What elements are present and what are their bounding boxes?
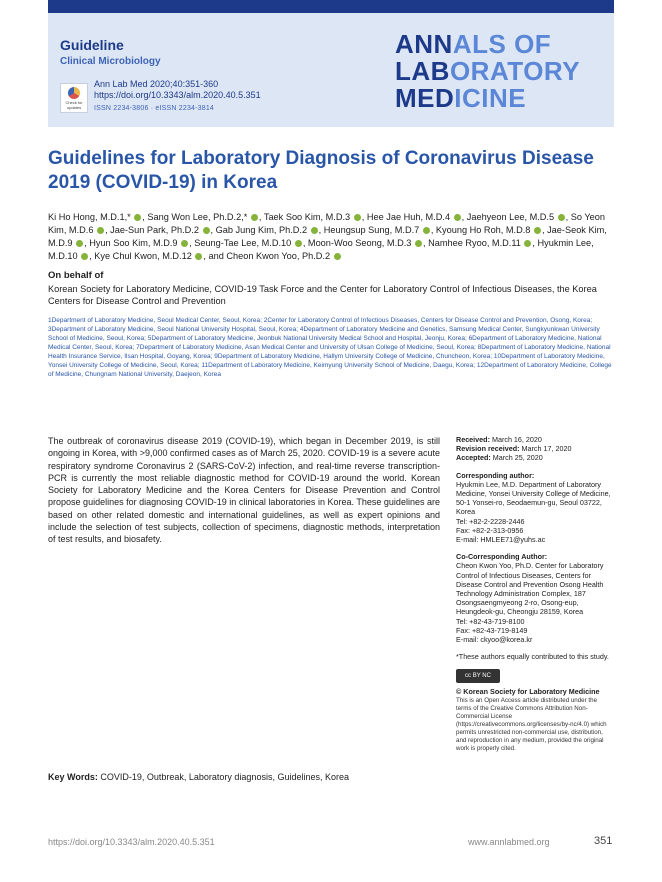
keywords: Key Words: COVID-19, Outbreak, Laboratory diagnosis, Guidelines, Korea (48, 772, 349, 782)
creative-commons-icon[interactable]: cc BY NC (456, 669, 500, 683)
author: Jae-Seok Kim, M.D.9 (48, 225, 607, 248)
co-corresponding-email[interactable]: E-mail: ckyoo@korea.kr (456, 635, 533, 645)
author: Sang Won Lee, Ph.D.2,* (147, 212, 248, 222)
equal-contribution-note: *These authors equally contributed to this study. (456, 652, 609, 662)
corresponding-author: Hyukmin Lee, M.D. Department of Laboratory Medicine, Yonsei University College of Medicine, 50-1 Yonsei-ro, Seodaemun-gu, Seoul 03722, Korea (456, 479, 611, 517)
orcid-icon[interactable] (415, 240, 422, 247)
copyright: © Korean Society for Laboratory Medicine (456, 687, 600, 697)
orcid-icon[interactable] (81, 253, 88, 260)
subsection-label: Clinical Microbiology (60, 56, 161, 67)
orcid-icon[interactable] (195, 253, 202, 260)
on-behalf-text: Korean Society for Laboratory Medicine, COVID-19 Task Force and the Center for Laboratory Control of Infectious Diseases, the Korea Centers for Disease Control and Prevention (48, 284, 597, 306)
doi-link[interactable]: https://doi.org/10.3343/alm.2020.40.5.351 (94, 90, 261, 100)
revision-date: March 17, 2020 (521, 444, 572, 454)
affiliations: 1Department of Laboratory Medicine, Seoul Medical Center, Seoul, Korea; 2Center for Laboratory Control of Infectious Diseases, Centers for Disease Control and Prevention, Osong, Korea; 3Department of Laboratory Medicine, Seoul National University Hospital, Seoul, Korea; 4Department of Laboratory Medicine and Genetics, Samsung Medical Center, Sungkyunkwan University School of Medicine, Seoul, Korea; 5Department of Laboratory Medicine, Jeonbuk National University Medical School and Hospital, Jeonju, Korea; 6Department of Laboratory Medicine, National Medical Center, Seoul, Korea; 7Department of Laboratory Medicine, Asan Medical Center and University of Ulsan College of Medicine, Seoul, Korea; 8Department of Laboratory Medicine, National Health Insurance Service, Ilsan Hospital, Goyang, Korea; 9Department of Laboratory Medicine, Hallym University College of Medicine, Chuncheon, Korea; 10Department of Laboratory Medicine, Yonsei University College of Medicine, Seoul, Korea; 11Department of Laboratory Medicine, Keimyung University School of Medicine, Daegu, Korea; 12Department of Laboratory Medicine, College of Medicine, Chungnam National University, Daejeon, Korea (48, 317, 612, 378)
orcid-icon[interactable] (76, 240, 83, 247)
author-list: Ki Ho Hong, M.D.1,* , Sang Won Lee, Ph.D.2,* , Taek Soo Kim, M.D.3 , Hee Jae Huh, M.D.4 , Jaehyeon Lee, M.D.5 , So Yeon Kim, M.D.6 , Jae-Sun Park, Ph.D.2 , Gab Jung Kim, Ph.D.2 , Heungsup Sung, M.D.7 , Kyoung Ho Roh, M.D.8 , Jae-Seok Kim, M.D.9 , Hyun Soo Kim, M.D.9 , Seung-Tae Lee, M.D.10 , Moon-Woo Seong, M.D.3 , Namhee Ryoo, M.D.11 , Hyukmin Lee, M.D.10 , Kye Chul Kwon, M.D.12 , and Cheon Kwon Yoo, Ph.D.2 (48, 212, 607, 261)
orcid-icon[interactable] (423, 227, 430, 234)
footer-website-link[interactable]: www.annlabmed.org (468, 837, 550, 847)
author: Hyukmin Lee, M.D.10 (48, 238, 594, 261)
top-bar (48, 0, 614, 13)
author: Kyoung Ho Roh, M.D.8 (435, 225, 531, 235)
author: Jae-Sun Park, Ph.D.2 (110, 225, 199, 235)
author: and Cheon Kwon Yoo, Ph.D.2 (208, 251, 331, 261)
orcid-icon[interactable] (354, 214, 361, 221)
orcid-icon[interactable] (203, 227, 210, 234)
orcid-icon[interactable] (558, 214, 565, 221)
author: Moon-Woo Seong, M.D.3 (307, 238, 412, 248)
orcid-icon[interactable] (534, 227, 541, 234)
corresponding-email[interactable]: E-mail: HMLEE71@yuhs.ac (456, 535, 546, 545)
author: Taek Soo Kim, M.D.3 (263, 212, 351, 222)
author: Kye Chul Kwon, M.D.12 (94, 251, 192, 261)
journal-header (48, 13, 614, 127)
article-title: Guidelines for Laboratory Diagnosis of Coronavirus Disease 2019 (COVID-19) in Korea (48, 148, 594, 193)
author: Hyun Soo Kim, M.D.9 (89, 238, 178, 248)
footer-doi-link[interactable]: https://doi.org/10.3343/alm.2020.40.5.351 (48, 837, 215, 847)
check-for-updates-icon[interactable]: Check for updates (60, 83, 88, 113)
orcid-icon[interactable] (295, 240, 302, 247)
abstract: The outbreak of coronavirus disease 2019 (COVID-19), which began in December 2019, is still ongoing in Korea, with >9,000 confirmed cases as of March 25, 2020. COVID-19 is a severe acute respiratory syndrome Coronavirus 2 (SARS-CoV-2) infection, and real-time reverse transcription-PCR is currently the most reliable diagnostic method for COVID-19 around the world. Korean Society for Laboratory Medicine and the Korea Centers for Disease Prevention and Control propose guidelines for diagnosing COVID-19 in clinical laboratories in Korea. These guidelines are based on other related domestic and international guidelines, as well as expert opinions and include the selection of test subjects, collection of specimens, diagnostic methods, interpretation of test results, and biosafety. (48, 436, 440, 545)
citation: Ann Lab Med 2020;40:351-360 (94, 79, 219, 89)
orcid-icon[interactable] (334, 253, 341, 260)
author: Namhee Ryoo, M.D.11 (428, 238, 521, 248)
corresponding-author-label: Corresponding author: (456, 470, 535, 480)
author: Hee Jae Huh, M.D.4 (366, 212, 451, 222)
author: So Yeon Kim, M.D.6 (48, 212, 606, 235)
received-date: March 16, 2020 (491, 435, 542, 444)
author: Ki Ho Hong, M.D.1,* (48, 212, 131, 222)
author: Seung-Tae Lee, M.D.10 (194, 238, 292, 248)
page-number: 351 (594, 835, 613, 847)
orcid-icon[interactable] (251, 214, 258, 221)
license-text: This is an Open Access article distributed under the terms of the Creative Commons Attribution Non-Commercial License (https://creativecommons.org/licenses/by-nc/4.0) which permits unrestricted non-commercial use, distribution, and reproduction in any medium, provided the original work is properly cited. (456, 696, 607, 752)
section-label: Guideline (60, 37, 124, 53)
orcid-icon[interactable] (97, 227, 104, 234)
article-sidebar: Received: March 16, 2020 Revision received: March 17, 2020 Accepted: March 25, 2020 Corresponding author: Hyukmin Lee, M.D. Department of Laboratory Medicine, Yonsei University College of Medicine, 50-1 Yonsei-ro, Seodaemun-gu, Seoul 03722, Korea Tel: +82-2-2228-2446 Fax: +82-2-313-0956 E-mail: HMLEE71@yuhs.ac Co-Corresponding Author: Cheon Kwon Yoo, Ph.D. Center for Laboratory Control of Infectious Diseases, Centers for Disease Control and Prevention Osong Health Technology Administration Complex, 187 Osongsaengmyeong 2-ro, Osong-eup, Heungdeok-gu, Cheongju 28159, Korea Tel: +82-43-719-8100 Fax: +82-43-719-8149 E-mail: ckyoo@korea.kr *These authors equally contributed to this study. cc BY NC © Korean Society for Laboratory Medicine This is an Open Access article distributed under the terms of the Creative Commons Attribution Non-Commercial License (https://creativecommons.org/licenses/by-nc/4.0) which permits unrestricted non-commercial use, distribution, and reproduction in any medium, provided the original work is properly cited. (456, 435, 614, 753)
accepted-date: March 25, 2020 (492, 453, 543, 463)
orcid-icon[interactable] (524, 240, 531, 247)
issn: ISSN 2234-3806 · eISSN 2234-3814 (94, 105, 215, 112)
co-corresponding-author: Cheon Kwon Yoo, Ph.D. Center for Laboratory Control of Infectious Diseases, Centers for Disease Control and Prevention Osong Health Technology Administration Complex, 187 Osongsaengmyeong 2-ro, Osong-eup, Heungdeok-gu, Cheongju 28159, Korea (456, 561, 604, 617)
author: Gab Jung Kim, Ph.D.2 (215, 225, 308, 235)
orcid-icon[interactable] (454, 214, 461, 221)
orcid-icon[interactable] (134, 214, 141, 221)
author: Heungsup Sung, M.D.7 (323, 225, 420, 235)
author: Jaehyeon Lee, M.D.5 (466, 212, 555, 222)
orcid-icon[interactable] (311, 227, 318, 234)
on-behalf-heading: On behalf of (48, 270, 104, 281)
co-corresponding-author-label: Co-Corresponding Author: (456, 552, 548, 562)
orcid-icon[interactable] (181, 240, 188, 247)
journal-logo: ANNALS OF LABORATORY MEDICINE (395, 29, 581, 113)
